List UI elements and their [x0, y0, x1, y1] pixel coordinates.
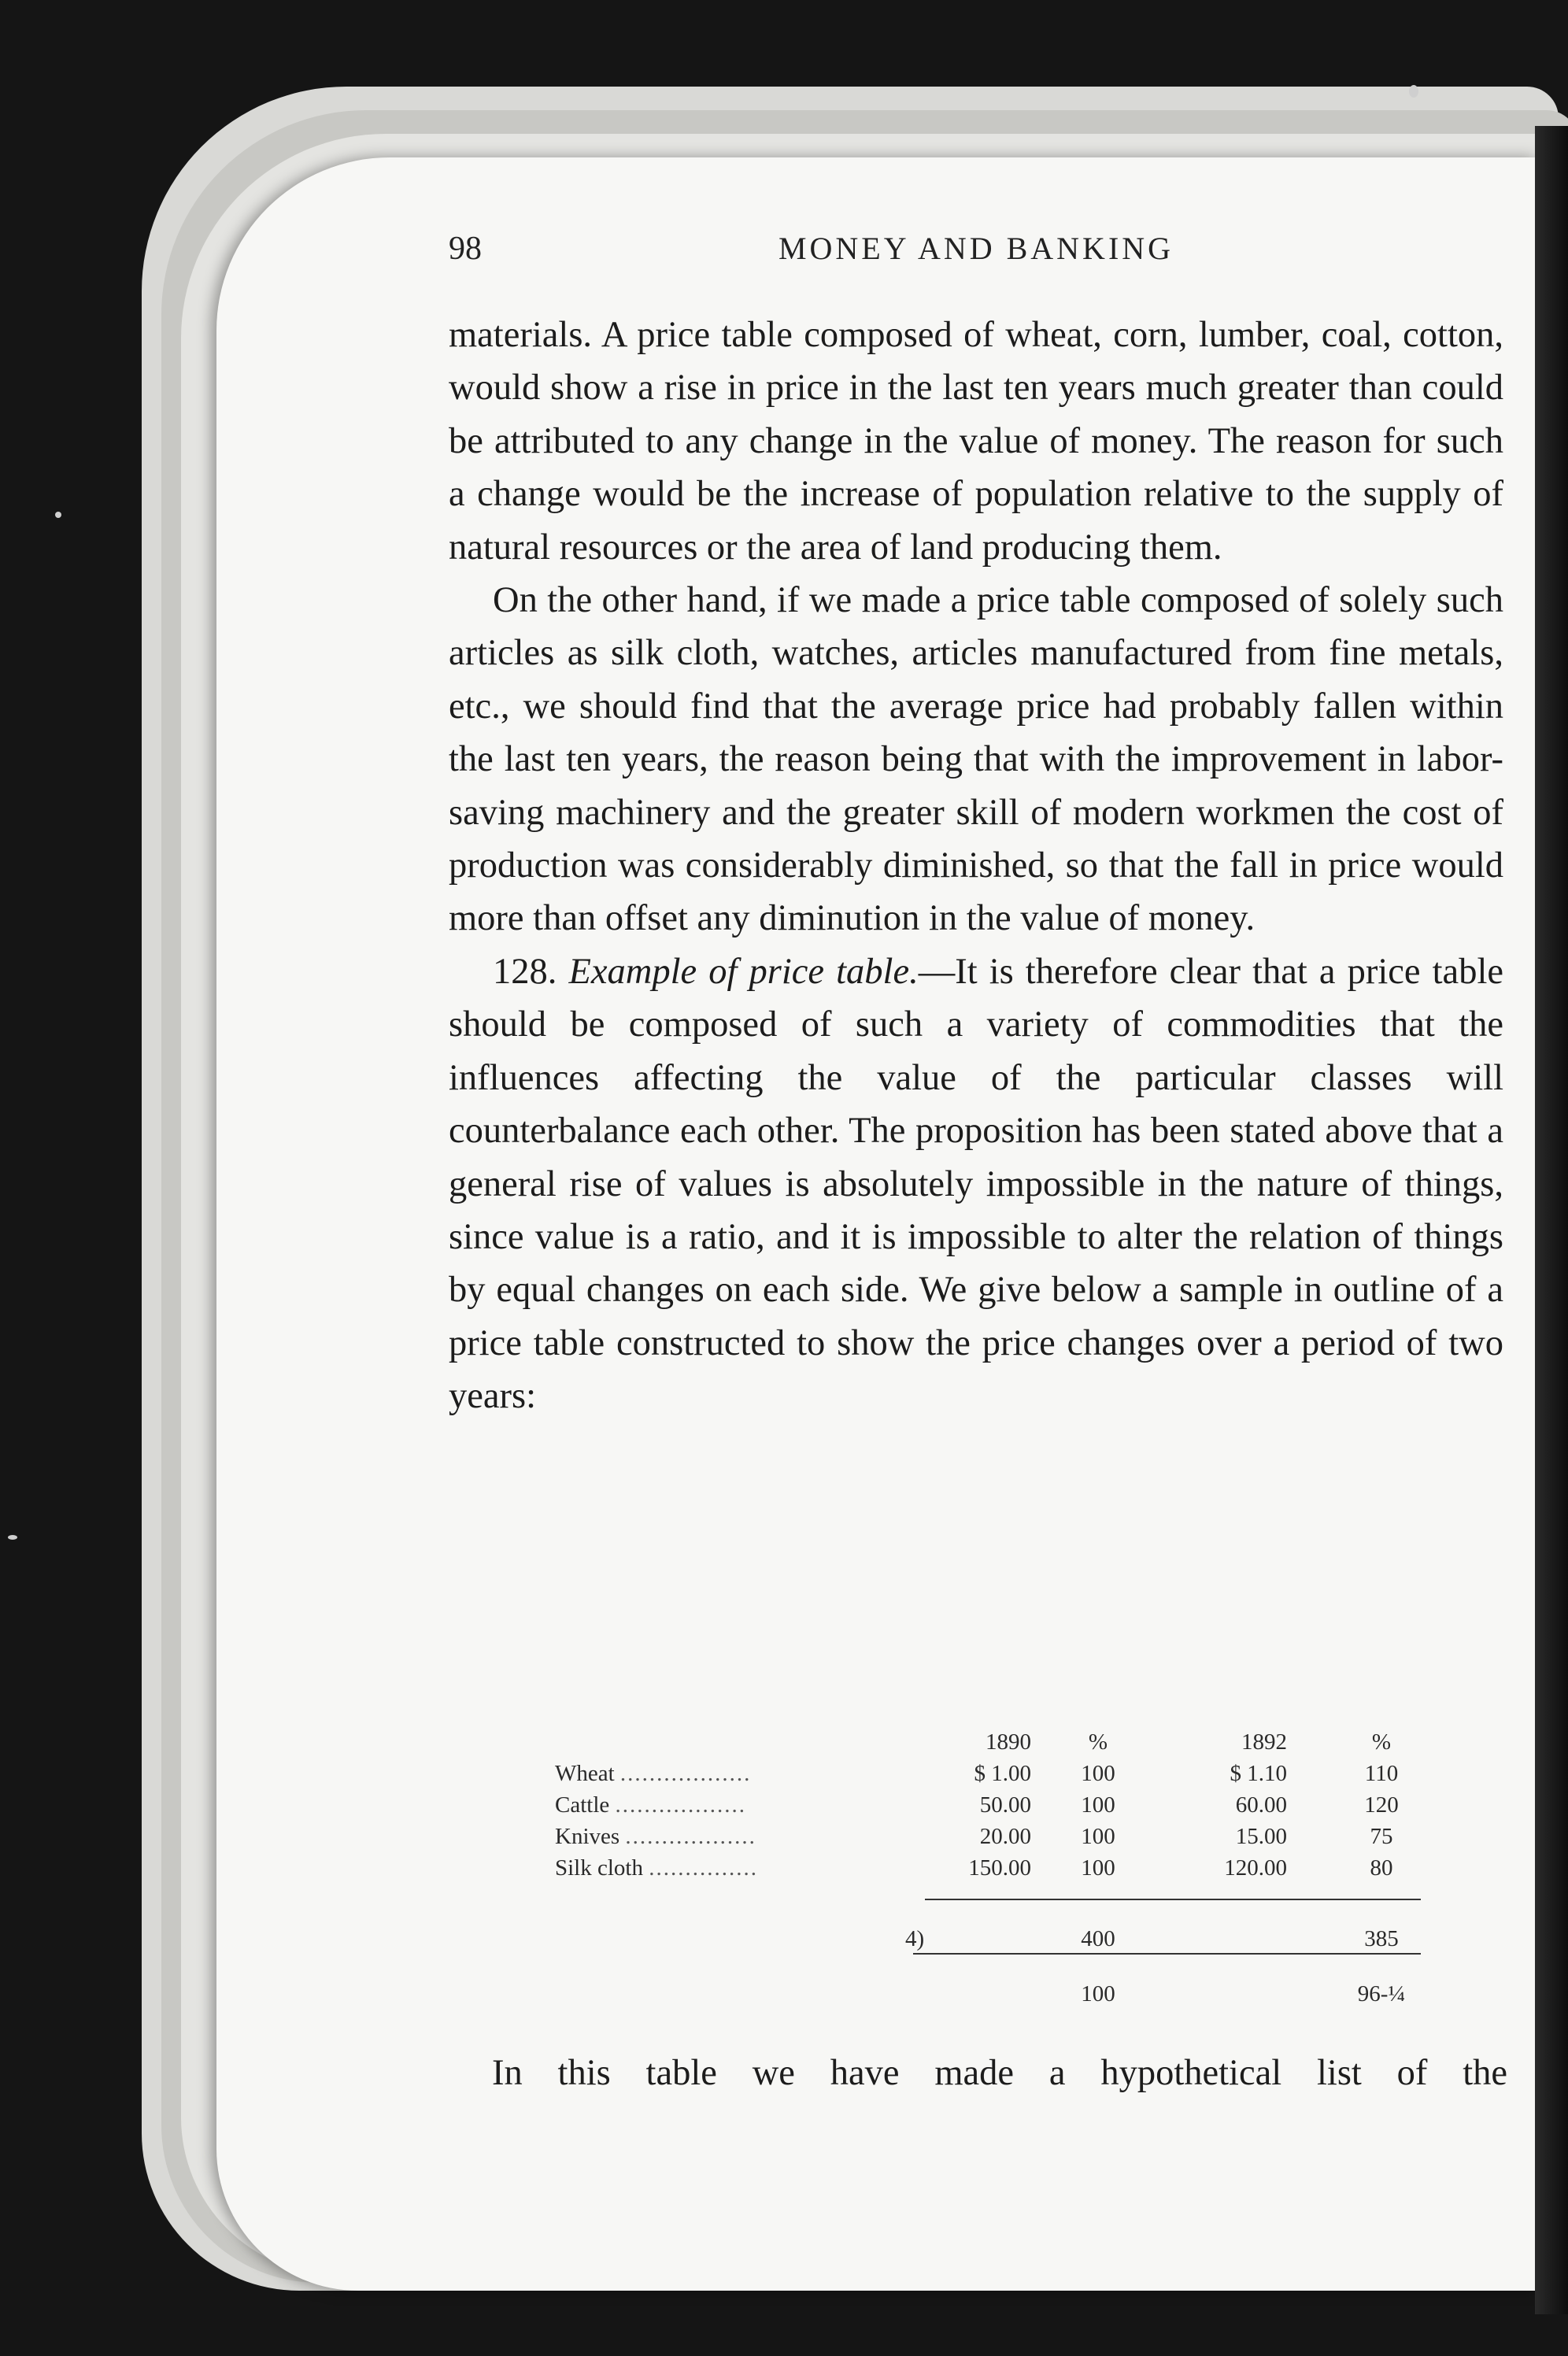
leader-dots: ..................: [625, 1824, 756, 1849]
dust-speck: [55, 512, 61, 518]
price-1892: 60.00: [1235, 1792, 1287, 1818]
paragraph-2: On the other hand, if we made a price table composed of solely such articles as silk cloth, watches, articles manufactured from fine metals, etc., we should find that the average price had probably fallen within the last ten years, the reason being that with the improvement in labor-saving machinery and the greater skill of modern workmen the cost of production was considerably diminished, so that the fall in price would more than offset any diminution in the value of money.: [449, 580, 1503, 939]
leader-dots: ..................: [619, 1761, 752, 1786]
header-1892: 1892: [1241, 1729, 1287, 1755]
price-1890: 50.00: [979, 1792, 1031, 1818]
price-1892: 120.00: [1224, 1855, 1287, 1881]
price-1890: $ 1.00: [974, 1761, 1031, 1786]
sum-1892: 385: [1364, 1926, 1399, 1951]
average-1892: 96-¼: [1357, 1981, 1406, 2006]
page-header: [449, 230, 1503, 277]
closing-line: In this table we have made a hypothetical list of the: [492, 2053, 1507, 2093]
percent-1890: 100: [1081, 1855, 1115, 1881]
item-name: Silk cloth: [555, 1855, 643, 1881]
row-label: [555, 1789, 925, 1821]
row-label: [555, 1821, 925, 1852]
percent-1890: 100: [1081, 1824, 1115, 1849]
row-label: [555, 1852, 925, 1884]
section-title: Example of price table.: [568, 951, 919, 992]
table-header-row: [555, 1726, 1500, 1758]
table-row: [555, 1789, 1500, 1821]
section-text: —It is therefore clear that a price table should be composed of such a variety of commodities that the influences affecting the value of the particular classes will counterbalance each other. The proposition has been stated above that a general rise of values is absolutely impossible in the nature of things, since value is a ratio, and it is impossible to alter the relation of things by equal changes on each side. We give below a sample in outline of a price table constructed to show the price changes over a period of two years:: [449, 951, 1504, 1417]
average-rule: [913, 1953, 1421, 1955]
percent-1892: 80: [1370, 1855, 1393, 1881]
average-1890: 100: [1081, 1981, 1115, 2006]
header-percent-1892: %: [1371, 1729, 1392, 1755]
table-row: [555, 1852, 1500, 1884]
average-row: [555, 1978, 1500, 2010]
dust-speck: [8, 1535, 17, 1540]
sum-1890: 400: [1081, 1926, 1115, 1951]
percent-1890: 100: [1081, 1761, 1115, 1786]
sum-rule: [925, 1899, 1421, 1900]
price-1890: 20.00: [979, 1824, 1031, 1849]
sum-row: [555, 1923, 1500, 1955]
percent-1892: 110: [1364, 1761, 1399, 1786]
price-1890: 150.00: [968, 1855, 1031, 1881]
percent-1890: 100: [1081, 1792, 1115, 1818]
header-percent-1890: %: [1088, 1729, 1108, 1755]
leader-dots: ..................: [615, 1792, 747, 1818]
section-number: 128.: [493, 951, 557, 992]
header-1890: 1890: [986, 1729, 1031, 1755]
price-1892: $ 1.10: [1230, 1761, 1287, 1786]
paragraph-3: [449, 945, 1503, 1423]
page-number: 98: [449, 231, 482, 267]
table-row: [555, 1758, 1500, 1789]
divisor: 4): [905, 1926, 925, 1951]
price-table: [555, 1726, 1500, 2010]
row-label: [555, 1758, 925, 1789]
running-head: MONEY AND BANKING: [778, 231, 1174, 266]
price-1892: 15.00: [1235, 1824, 1287, 1849]
item-name: Knives: [555, 1824, 620, 1849]
book-spine-shadow: [1535, 126, 1568, 2314]
percent-1892: 75: [1370, 1824, 1393, 1849]
body-text: [449, 309, 1503, 1423]
item-name: Wheat: [555, 1761, 615, 1786]
table-row: [555, 1821, 1500, 1852]
paragraph-1: materials. A price table composed of wheat, corn, lumber, coal, cotton, would show a rise in price in the last ten years much greater than could be attributed to any change in the value of money. The reason for such a change would be the increase of population relative to the supply of natural resources or the area of land producing them.: [449, 315, 1503, 568]
percent-1892: 120: [1364, 1792, 1399, 1818]
item-name: Cattle: [555, 1792, 610, 1818]
dust-speck: [1409, 85, 1418, 98]
leader-dots: ...............: [649, 1855, 758, 1881]
